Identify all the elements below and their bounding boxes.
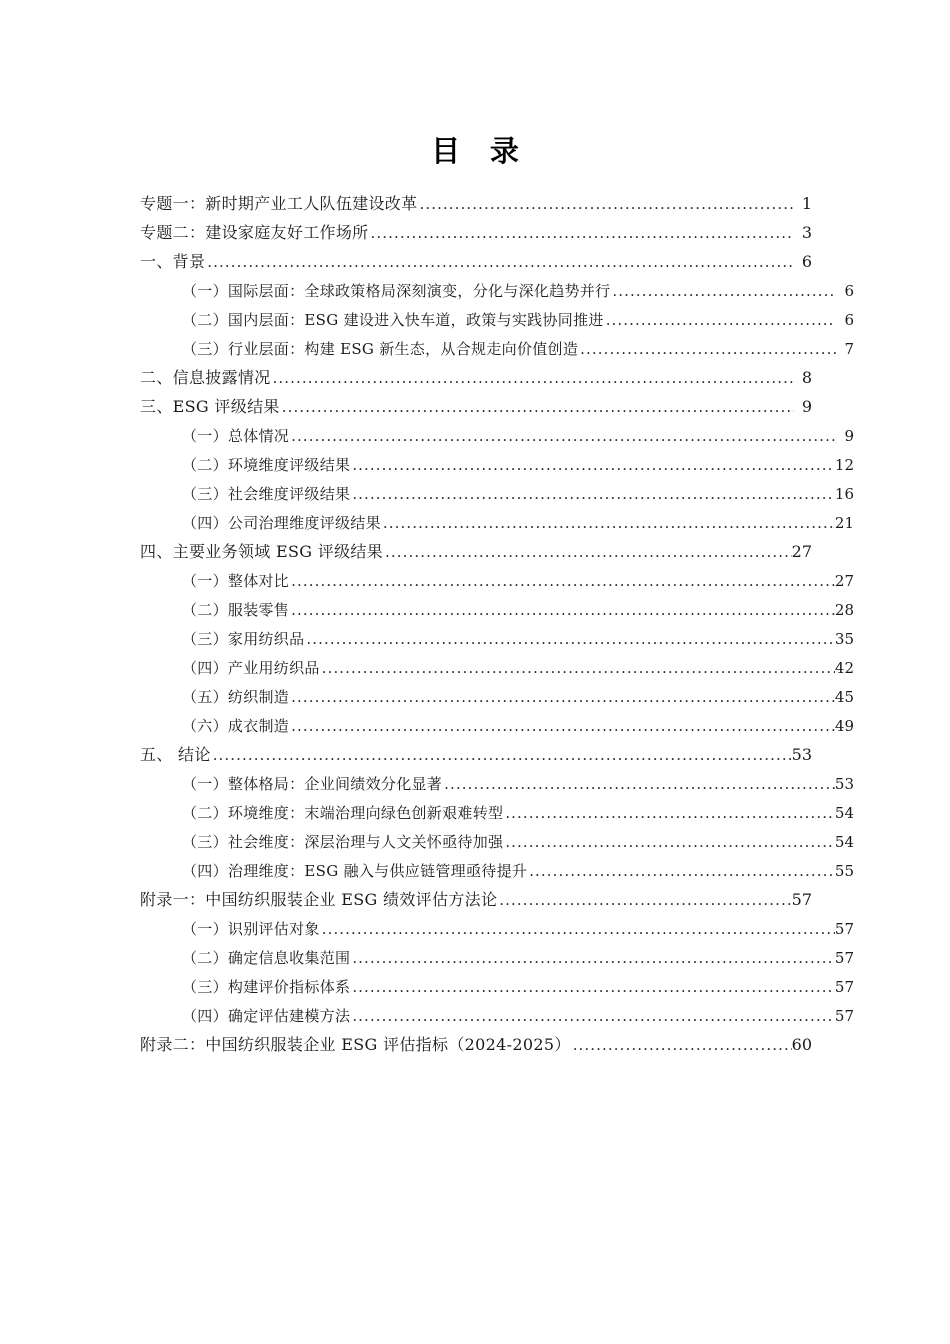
toc-entry-page-number: 7 xyxy=(844,340,854,358)
toc-entry-page-number: 54 xyxy=(834,833,854,851)
toc-entry[interactable] xyxy=(182,908,854,937)
toc-entry-page-number: 6 xyxy=(844,282,854,300)
toc-entry-label: （三）社会维度：深层治理与人文关怀亟待加强 xyxy=(182,833,504,851)
toc-entry-label: （三）行业层面：构建 ESG 新生态，从合规走向价值创造 xyxy=(182,340,579,358)
toc-entry-label: （二）确定信息收集范围 xyxy=(182,949,351,967)
toc-entry-label: （二）环境维度：末端治理向绿色创新艰难转型 xyxy=(182,804,504,822)
toc-entry[interactable] xyxy=(182,966,854,995)
toc-entry[interactable] xyxy=(182,792,854,821)
toc-entry-page-number: 3 xyxy=(801,223,812,242)
toc-entry[interactable] xyxy=(182,328,854,357)
toc-entry-page-number: 45 xyxy=(834,688,854,706)
toc-dot-leader xyxy=(352,1009,835,1025)
toc-entry-label: （二）环境维度评级结果 xyxy=(182,456,351,474)
toc-entry[interactable] xyxy=(140,734,812,763)
toc-entry-page-number: 42 xyxy=(834,659,854,677)
toc-entry[interactable] xyxy=(140,531,812,560)
toc-dot-leader xyxy=(352,980,835,996)
toc-dot-leader xyxy=(499,893,791,909)
toc-entry-label: 三、ESG 评级结果 xyxy=(140,397,280,416)
toc-entry-page-number: 57 xyxy=(834,920,854,938)
toc-entry[interactable] xyxy=(182,473,854,502)
toc-entry-label: （二）国内层面：ESG 建设进入快车道，政策与实践协同推进 xyxy=(182,311,604,329)
toc-dot-leader xyxy=(291,603,835,619)
toc-entry-page-number: 6 xyxy=(844,311,854,329)
toc-dot-leader xyxy=(352,458,835,474)
toc-entry-page-number: 16 xyxy=(834,485,854,503)
toc-entry-label: 专题二：建设家庭友好工作场所 xyxy=(140,223,369,242)
toc-entry-label: （四）治理维度：ESG 融入与供应链管理亟待提升 xyxy=(182,862,528,880)
toc-entry-page-number: 57 xyxy=(834,1007,854,1025)
toc-entry-page-number: 57 xyxy=(791,890,812,909)
toc-entry-page-number: 57 xyxy=(834,949,854,967)
toc-entry-page-number: 57 xyxy=(834,978,854,996)
toc-entry[interactable] xyxy=(140,1024,812,1053)
toc-entry-page-number: 27 xyxy=(834,572,854,590)
toc-entry-label: 专题一：新时期产业工人队伍建设改革 xyxy=(140,194,418,213)
toc-entry-page-number: 53 xyxy=(834,775,854,793)
toc-entry[interactable] xyxy=(140,183,812,212)
page-title: 目 录 xyxy=(431,134,529,168)
toc-entry[interactable] xyxy=(140,879,812,908)
toc-dot-leader xyxy=(306,632,835,648)
toc-entry-label: 二、信息披露情况 xyxy=(140,368,271,387)
toc-dot-leader xyxy=(370,226,794,242)
toc-dot-leader xyxy=(444,777,835,793)
toc-entry[interactable] xyxy=(182,821,854,850)
toc-entry[interactable] xyxy=(182,676,854,705)
toc-entry-page-number: 53 xyxy=(791,745,812,764)
toc-entry[interactable] xyxy=(182,937,854,966)
toc-entry-page-number: 21 xyxy=(834,514,854,532)
toc-entry-page-number: 8 xyxy=(801,368,812,387)
toc-dot-leader xyxy=(291,574,835,590)
toc-dot-leader xyxy=(322,661,835,677)
toc-entry-label: （一）国际层面：全球政策格局深刻演变，分化与深化趋势并行 xyxy=(182,282,611,300)
toc-entry[interactable] xyxy=(182,502,854,531)
toc-dot-leader xyxy=(606,313,836,329)
toc-entry-label: 一、背景 xyxy=(140,252,206,271)
toc-entry[interactable] xyxy=(182,444,854,473)
toc-entry[interactable] xyxy=(182,763,854,792)
toc-entry[interactable] xyxy=(182,299,854,328)
toc-entry-label: （三）家用纺织品 xyxy=(182,630,305,648)
toc-dot-leader xyxy=(352,487,835,503)
toc-entry-page-number: 1 xyxy=(801,194,812,213)
toc-dot-leader xyxy=(505,835,835,851)
toc-entry[interactable] xyxy=(182,270,854,299)
toc-entry-label: （一）总体情况 xyxy=(182,427,290,445)
toc-entry[interactable] xyxy=(140,386,812,415)
toc-dot-leader xyxy=(273,371,794,387)
toc-entry-label: （四）产业用纺织品 xyxy=(182,659,320,677)
toc-entry[interactable] xyxy=(182,589,854,618)
toc-entry[interactable] xyxy=(140,212,812,241)
toc-entry[interactable] xyxy=(140,357,812,386)
toc-dot-leader xyxy=(352,951,835,967)
toc-entry[interactable] xyxy=(182,618,854,647)
toc-entry-page-number: 60 xyxy=(791,1035,812,1054)
toc-entry-label: （五）纺织制造 xyxy=(182,688,290,706)
toc-entry-label: （三）社会维度评级结果 xyxy=(182,485,351,503)
toc-entry-page-number: 27 xyxy=(791,542,812,561)
toc-dot-leader xyxy=(213,748,792,764)
toc-dot-leader xyxy=(573,1038,792,1054)
toc-entry-label: （四）确定评估建模方法 xyxy=(182,1007,351,1025)
toc-entry-page-number: 35 xyxy=(834,630,854,648)
toc-entry[interactable] xyxy=(140,241,812,270)
toc-entry-page-number: 55 xyxy=(834,862,854,880)
toc-dot-leader xyxy=(291,429,836,445)
toc-dot-leader xyxy=(505,806,835,822)
toc-entry[interactable] xyxy=(182,415,854,444)
table-of-contents xyxy=(140,183,854,1054)
toc-entry-page-number: 6 xyxy=(801,252,812,271)
toc-entry-label: 附录一：中国纺织服装企业 ESG 绩效评估方法论 xyxy=(140,890,498,909)
toc-entry-page-number: 12 xyxy=(834,456,854,474)
toc-entry-label: （一）整体对比 xyxy=(182,572,290,590)
toc-entry-label: （二）服装零售 xyxy=(182,601,290,619)
toc-entry-page-number: 28 xyxy=(834,601,854,619)
toc-entry-label: 四、主要业务领域 ESG 评级结果 xyxy=(140,542,384,561)
toc-entry[interactable] xyxy=(182,705,854,734)
toc-entry-label: 附录二：中国纺织服装企业 ESG 评估指标（2024-2025） xyxy=(140,1035,571,1054)
toc-entry-page-number: 49 xyxy=(834,717,854,735)
toc-entry-label: （一）整体格局：企业间绩效分化显著 xyxy=(182,775,443,793)
toc-dot-leader xyxy=(282,400,794,416)
toc-entry-page-number: 54 xyxy=(834,804,854,822)
toc-dot-leader xyxy=(419,197,794,213)
toc-entry[interactable] xyxy=(182,850,854,879)
toc-dot-leader xyxy=(291,719,835,735)
toc-entry-label: （六）成衣制造 xyxy=(182,717,290,735)
toc-dot-leader xyxy=(580,342,836,358)
toc-dot-leader xyxy=(291,690,835,706)
toc-entry-label: （四）公司治理维度评级结果 xyxy=(182,514,381,532)
toc-dot-leader xyxy=(383,516,835,532)
toc-entry[interactable] xyxy=(182,560,854,589)
toc-entry-label: 五、 结论 xyxy=(140,745,211,764)
toc-entry-label: （三）构建评价指标体系 xyxy=(182,978,351,996)
toc-entry-page-number: 9 xyxy=(801,397,812,416)
toc-entry-page-number: 9 xyxy=(844,427,854,445)
toc-dot-leader xyxy=(207,255,794,271)
toc-dot-leader xyxy=(385,545,792,561)
toc-dot-leader xyxy=(529,864,835,880)
toc-entry[interactable] xyxy=(182,647,854,676)
toc-entry[interactable] xyxy=(182,995,854,1024)
toc-entry-label: （一）识别评估对象 xyxy=(182,920,320,938)
toc-dot-leader xyxy=(612,284,836,300)
toc-dot-leader xyxy=(322,922,835,938)
